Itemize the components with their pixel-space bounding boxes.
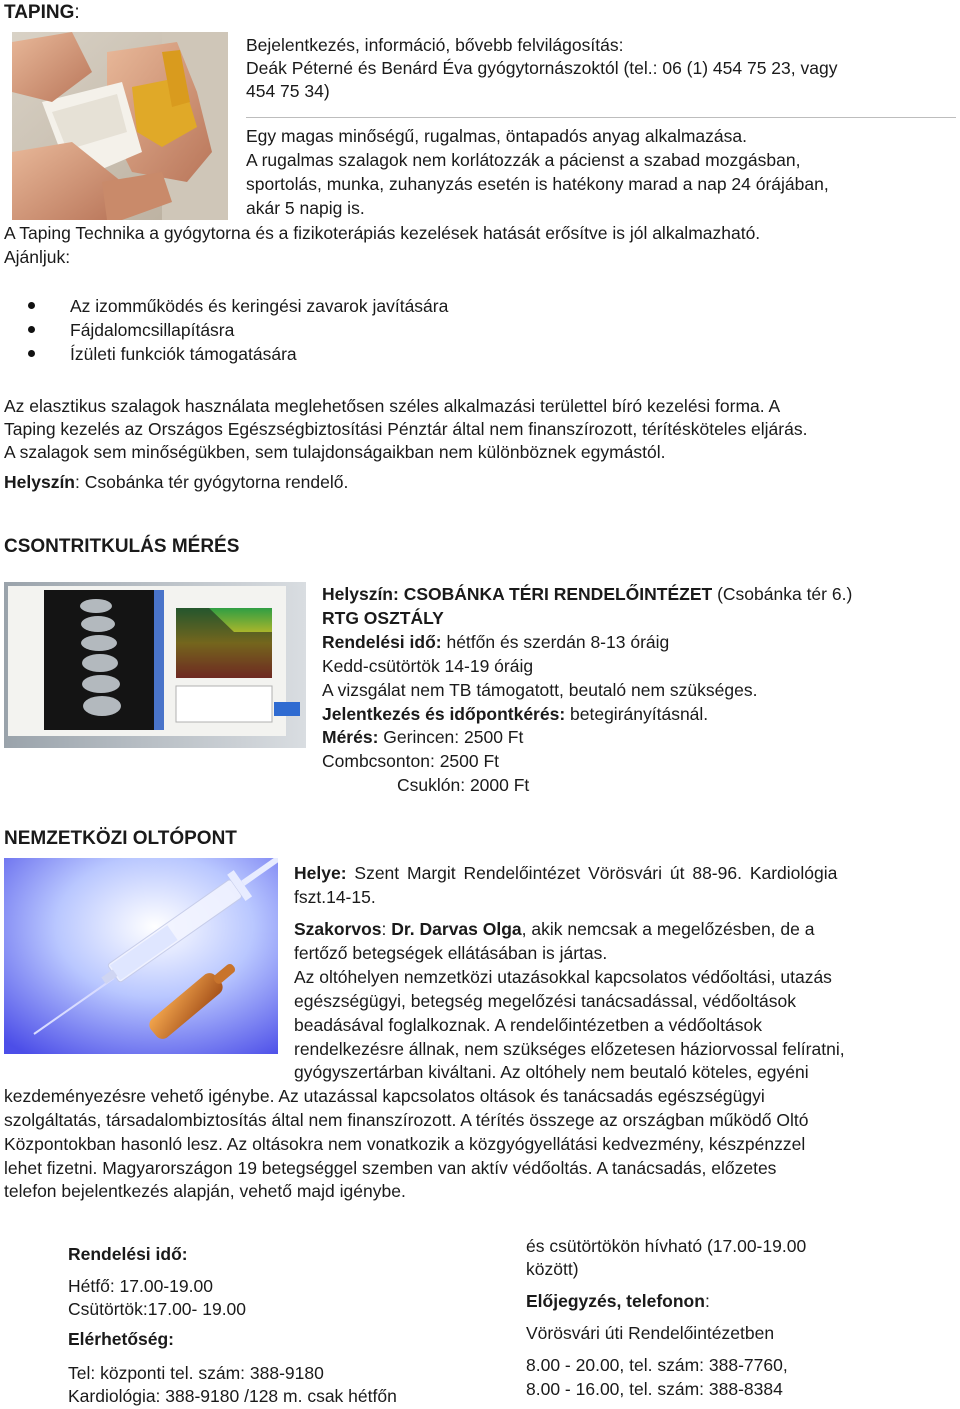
taping-recommend-label: Ajánljuk: (4, 247, 71, 267)
taping-desc-line: A rugalmas szalagok nem korlátozzák a pácienst a szabad mozgásban, (246, 150, 801, 170)
footer-preregistration: Előjegyzés, telefonon: (526, 1291, 710, 1311)
taping-location: Helyszín: Csobánka tér gyógytorna rendelő. (4, 472, 349, 492)
vaccine-body-line: kezdeményezésre vehető igénybe. Az utazással kapcsolatos oltások és tanácsadás egészségügyi (4, 1086, 765, 1106)
density-measure-line2: Combcsonton: 2500 Ft (322, 751, 500, 771)
footer-time1: 8.00 - 20.00, tel. szám: 388-7760, (526, 1355, 788, 1375)
vaccine-heading: NEMZETKÖZI OLTÓPONT (4, 828, 237, 849)
taping-desc-line: Egy magas minőségű, rugalmas, öntapadós anyag alkalmazása. (246, 126, 747, 146)
vaccine-body-line: egészségügyi, betegség megelőzési tanácsadással, védőoltások (294, 991, 796, 1011)
divider (246, 117, 956, 118)
density-scan-photo (4, 582, 306, 748)
density-hours-line2: Kedd-csütörtök 14-19 óráig (322, 656, 534, 676)
taping-para-line: Taping kezelés az Országos Egészségbiztosítási Pénztár által nem finanszírozott, térítésköteles eljárás. (4, 419, 808, 439)
taping-desc-line: sportolás, munka, zuhanyzás esetén is hatékony marad a nap 24 órájában, (246, 174, 829, 194)
density-dept: RTG OSZTÁLY (322, 608, 444, 628)
footer-tel: Tel: központi tel. szám: 388-9180 (68, 1363, 324, 1383)
bullet-icon (28, 350, 35, 357)
bullet-icon (28, 302, 35, 309)
taping-bullet-item: Az izomműködés és keringési zavarok javítására (70, 296, 449, 316)
vaccine-body-line: telefon bejelentkezés alapján, vehető majd igénybe. (4, 1181, 406, 1201)
taping-bullet-item: Ízületi funkciók támogatására (70, 344, 297, 364)
taping-technique-line: A Taping Technika a gyógytorna és a fizikoterápiás kezelések hatását erősítve is jól alkalmazható. (4, 223, 761, 243)
taping-bullet-item: Fájdalomcsillapításra (70, 320, 235, 340)
taping-contact-line: 454 75 34) (246, 81, 330, 101)
footer-monday: Hétfő: 17.00-19.00 (68, 1276, 213, 1296)
footer-time2: 8.00 - 16.00, tel. szám: 388-8384 (526, 1379, 783, 1399)
taping-desc-line: akár 5 napig is. (246, 198, 365, 218)
vaccine-specialist: Szakorvos: Dr. Darvas Olga, akik nemcsak a megelőzésben, de a (294, 919, 815, 939)
density-hours: Rendelési idő: hétfőn és szerdán 8-13 óráig (322, 632, 670, 652)
vaccine-body-line: Központokban hasonló lesz. Az oltásokra nem vonatkozik a közgyógyellátási kedvezmény, készpénzzel (4, 1134, 806, 1154)
density-location: Helyszín: CSOBÁNKA TÉRI RENDELŐINTÉZET (Csobánka tér 6.) (322, 584, 853, 604)
footer-call-time: és csütörtökön hívható (17.00-19.00 (526, 1236, 807, 1256)
vaccine-body-line: szolgáltatás, társadalombiztosítás által nem finanszírozott. A térítés összege az országban működő Oltó (4, 1110, 809, 1130)
density-measure-line3: Csuklón: 2000 Ft (397, 775, 530, 795)
vaccine-body-line: lehet fizetni. Magyarországon 19 betegséggel szemben van aktív védőoltás. A tanácsadás, előzetes (4, 1158, 777, 1178)
vaccine-body-line: gyógyszertárban kiváltani. Az oltóhely nem beutaló köteles, egyéni (294, 1062, 809, 1082)
density-heading: CSONTRITKULÁS MÉRÉS (4, 536, 240, 557)
density-measure: Mérés: Gerincen: 2500 Ft (322, 727, 524, 747)
footer-cardiology: Kardiológia: 388-9180 /128 m. csak hétfőn (68, 1386, 397, 1406)
vaccine-body-line: rendelkezésre állnak, nem szükséges előzetesen háziorvossal felíratni, (294, 1039, 845, 1059)
footer-call-time-line2: között) (526, 1259, 579, 1279)
bullet-icon (28, 326, 35, 333)
footer-hours-label: Rendelési idő: (68, 1244, 188, 1264)
taping-contact-line: Bejelentkezés, információ, bővebb felvilágosítás: (246, 35, 624, 55)
density-support: A vizsgálat nem TB támogatott, beutaló nem szükséges. (322, 680, 758, 700)
syringe-photo (4, 858, 278, 1054)
footer-thursday: Csütörtök:17.00- 19.00 (68, 1299, 247, 1319)
footer-place: Vörösvári úti Rendelőintézetben (526, 1323, 775, 1343)
taping-para-line: A szalagok sem minőségükben, sem tulajdonságaikban nem különböznek egymástól. (4, 442, 666, 462)
taping-para-line: Az elasztikus szalagok használata meglehetősen széles alkalmazási területtel bíró kezelési forma. A (4, 396, 781, 416)
taping-heading: TAPING: (4, 2, 80, 23)
vaccine-body-line: beadásával foglalkoznak. A rendelőintézetben a védőoltások (294, 1015, 762, 1035)
vaccine-place-line2: fszt.14-15. (294, 887, 376, 907)
vaccine-body-line: Az oltóhelyen nemzetközi utazásokkal kapcsolatos védőoltási, utazás (294, 967, 832, 987)
taping-photo (12, 32, 228, 220)
vaccine-place: Helye: Szent Margit Rendelőintézet Vörösvári út 88-96. Kardiológia (294, 863, 838, 883)
footer-reach-label: Elérhetőség: (68, 1329, 174, 1349)
density-booking: Jelentkezés és időpontkérés: betegirányításnál. (322, 704, 709, 724)
taping-contact-line: Deák Péterné és Benárd Éva gyógytornászoktól (tel.: 06 (1) 454 75 23, vagy (246, 58, 838, 78)
vaccine-specialist-line2: fertőző betegségek ellátásában is jártas. (294, 943, 608, 963)
